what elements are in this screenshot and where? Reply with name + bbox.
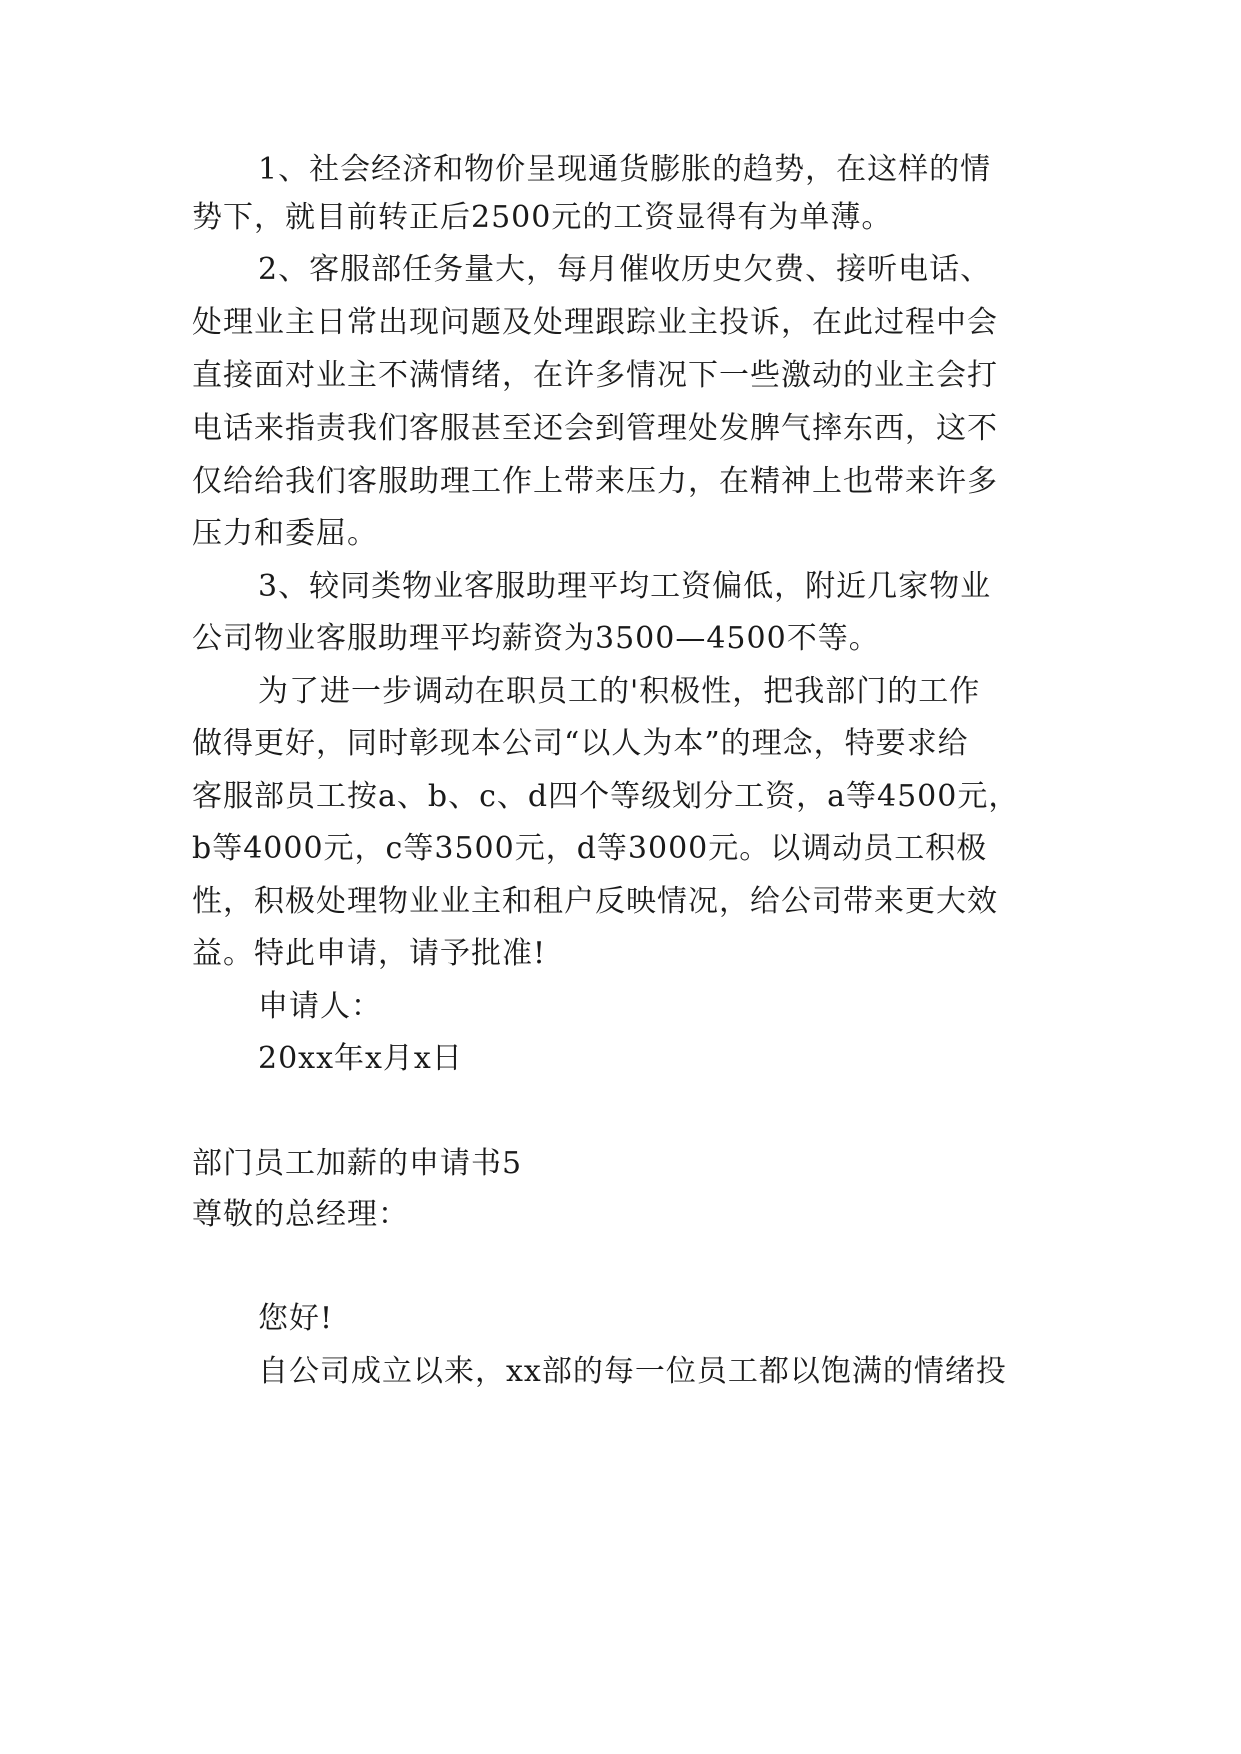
paragraph-line: 公司物业客服助理平均薪资为3500—4500不等。	[192, 621, 880, 656]
salutation: 尊敬的总经理：	[192, 1197, 409, 1232]
paragraph-line: 1、社会经济和物价呈现通货膨胀的趋势，在这样的情	[258, 152, 992, 187]
paragraph-line: 2、客服部任务量大，每月催收历史欠费、接听电话、	[258, 252, 992, 287]
paragraph-line: 做得更好，同时彰现本公司“以人为本”的理念，特要求给	[192, 726, 969, 761]
applicant-label: 申请人：	[258, 989, 382, 1024]
section-title: 部门员工加薪的申请书5	[192, 1146, 523, 1181]
paragraph-line: 处理业主日常出现问题及处理跟踪业主投诉，在此过程中会	[192, 305, 998, 340]
paragraph-line: 压力和委屈。	[192, 516, 378, 551]
greeting: 您好!	[258, 1301, 334, 1336]
paragraph-line: 性，积极处理物业业主和租户反映情况，给公司带来更大效	[192, 884, 998, 919]
paragraph-line: 客服部员工按a、b、c、d四个等级划分工资，a等4500元，	[192, 779, 1020, 814]
paragraph-line: 直接面对业主不满情绪，在许多情况下一些激动的业主会打	[192, 358, 998, 393]
paragraph-line: 益。特此申请，请予批准!	[192, 936, 547, 971]
date-line: 20xx年x月x日	[258, 1041, 463, 1076]
paragraph-line: 自公司成立以来，xx部的每一位员工都以饱满的情绪投	[258, 1354, 1007, 1389]
paragraph-line: 电话来指责我们客服甚至还会到管理处发脾气摔东西，这不	[192, 411, 998, 446]
paragraph-line: 3、较同类物业客服助理平均工资偏低，附近几家物业	[258, 569, 992, 604]
paragraph-line: 为了进一步调动在职员工的'积极性，把我部门的工作	[258, 674, 981, 709]
paragraph-line: b等4000元，c等3500元，d等3000元。以调动员工积极	[192, 831, 988, 866]
paragraph-line: 势下，就目前转正后2500元的工资显得有为单薄。	[192, 200, 893, 235]
paragraph-line: 仅给给我们客服助理工作上带来压力，在精神上也带来许多	[192, 464, 998, 499]
